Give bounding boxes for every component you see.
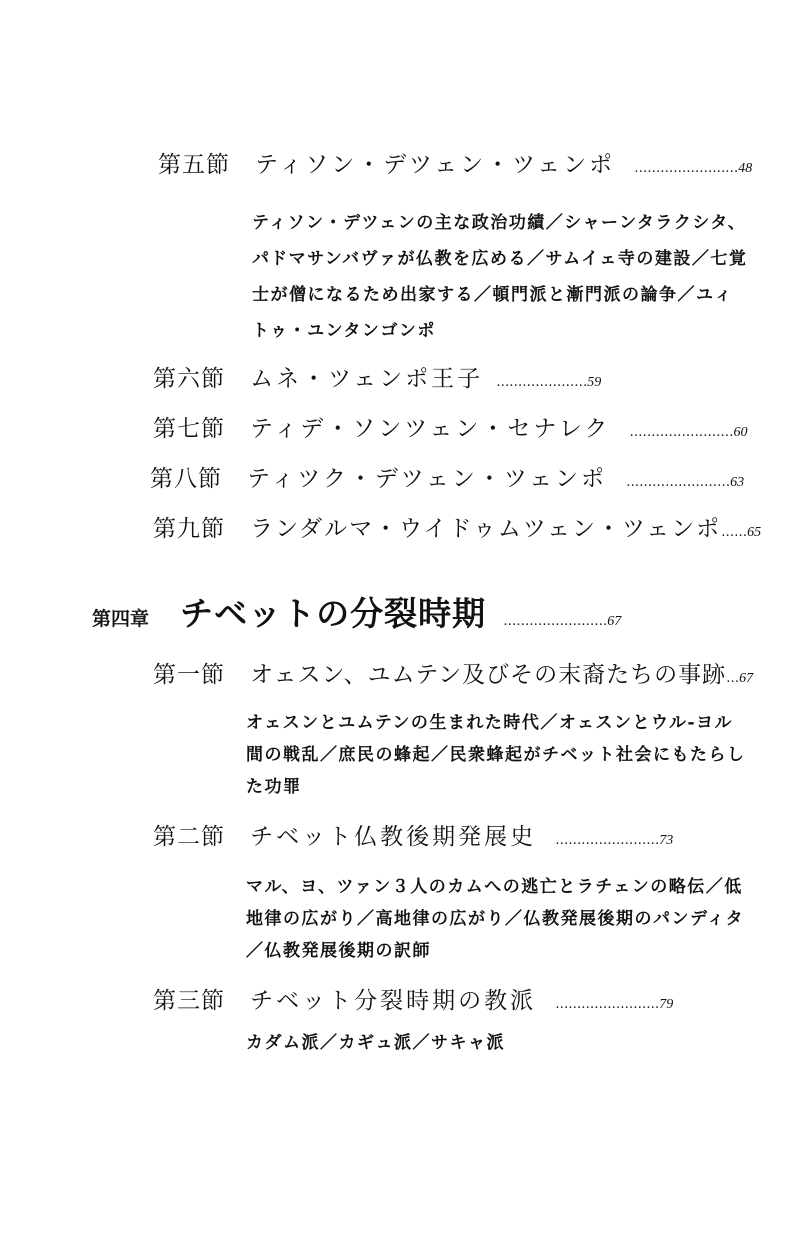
section-summary-line: トゥ・ユンタンゴンポ bbox=[252, 321, 436, 341]
toc-entry-ch4-section-3 bbox=[153, 982, 673, 1015]
section-title: ティソン・デツェン・ツェンポ bbox=[255, 152, 616, 178]
section-summary-line: パドマサンバヴァが仏教を広める／サムイェ寺の建設／七覚 bbox=[252, 249, 748, 269]
section-label: 第九節 bbox=[153, 516, 225, 542]
section-title: チベット仏教後期発展史 bbox=[250, 824, 537, 850]
dot-leader: …………………… bbox=[626, 475, 731, 490]
section-title: ティデ・ソンツェン・セナレク bbox=[250, 416, 611, 442]
section-summary-line: 間の戦乱／庶民の蜂起／民衆蜂起がチベット社会にもたらし bbox=[246, 745, 746, 765]
dot-leader: …………………… bbox=[629, 425, 734, 440]
section-summary-line: ティソン・デツェンの主な政治功績／シャーンタラクシタ、 bbox=[252, 213, 747, 233]
section-summary-line: た功罪 bbox=[246, 777, 302, 797]
section-title: ランダルマ・ウイドゥムツェン・ツェンポ bbox=[250, 516, 722, 542]
toc-entry-ch4-section-1 bbox=[153, 656, 753, 689]
section-label: 第八節 bbox=[150, 466, 222, 492]
page-number: 67 bbox=[607, 614, 622, 629]
dot-leader: …………………… bbox=[555, 997, 660, 1012]
section-title: ティツク・デツェン・ツェンポ bbox=[247, 466, 607, 492]
page-number: 67 bbox=[739, 671, 754, 686]
section-summary-line: 士が僧になるため出家する／頓門派と漸門派の論争／ユィ bbox=[252, 285, 733, 305]
section-label: 第一節 bbox=[153, 662, 225, 688]
section-label: 第六節 bbox=[153, 366, 225, 392]
section-summary-line: 地律の広がり／高地律の広がり／仏教発展後期のパンディタ bbox=[246, 909, 745, 929]
page-number: 60 bbox=[733, 425, 748, 440]
page-number: 65 bbox=[747, 525, 762, 540]
toc-entry-section-6 bbox=[153, 360, 601, 393]
toc-entry-section-5 bbox=[158, 146, 752, 179]
section-title: ムネ・ツェンポ王子 bbox=[250, 366, 484, 392]
dot-leader: …………………… bbox=[503, 614, 608, 629]
section-label: 第二節 bbox=[153, 824, 225, 850]
chapter-heading bbox=[92, 588, 621, 635]
page-number: 73 bbox=[659, 833, 674, 848]
toc-entry-ch4-section-2 bbox=[153, 818, 673, 851]
dot-leader: …………………… bbox=[555, 833, 660, 848]
page-number: 59 bbox=[587, 375, 602, 390]
section-title: オェスン、ユムテン及びその末裔たちの事跡 bbox=[250, 662, 727, 688]
chapter-label: 第四章 bbox=[92, 608, 150, 630]
page-number: 63 bbox=[730, 475, 745, 490]
section-summary-line: オェスンとユムテンの生まれた時代／オェスンとウル-ヨル bbox=[246, 713, 734, 733]
section-summary-line: カダム派／カギュ派／サキャ派 bbox=[246, 1033, 505, 1053]
toc-entry-section-8 bbox=[150, 460, 744, 493]
page-number: 48 bbox=[738, 161, 753, 176]
dot-leader: … bbox=[726, 671, 740, 686]
chapter-title: チベットの分裂時期 bbox=[180, 594, 487, 633]
section-label: 第七節 bbox=[153, 416, 225, 442]
dot-leader: ………………… bbox=[496, 375, 588, 390]
section-title: チベット分裂時期の教派 bbox=[250, 988, 537, 1014]
dot-leader: …… bbox=[721, 525, 748, 540]
toc-entry-section-7 bbox=[153, 410, 748, 443]
section-label: 第三節 bbox=[153, 988, 225, 1014]
section-label: 第五節 bbox=[158, 152, 230, 178]
dot-leader: …………………… bbox=[634, 161, 739, 176]
toc-entry-section-9 bbox=[153, 510, 761, 543]
section-summary-line: ／仏教発展後期の訳師 bbox=[246, 941, 431, 961]
section-summary-line: マル、ヨ、ツァン３人のカムへの逃亡とラチェンの略伝／低 bbox=[246, 877, 743, 897]
page-number: 79 bbox=[659, 997, 674, 1012]
